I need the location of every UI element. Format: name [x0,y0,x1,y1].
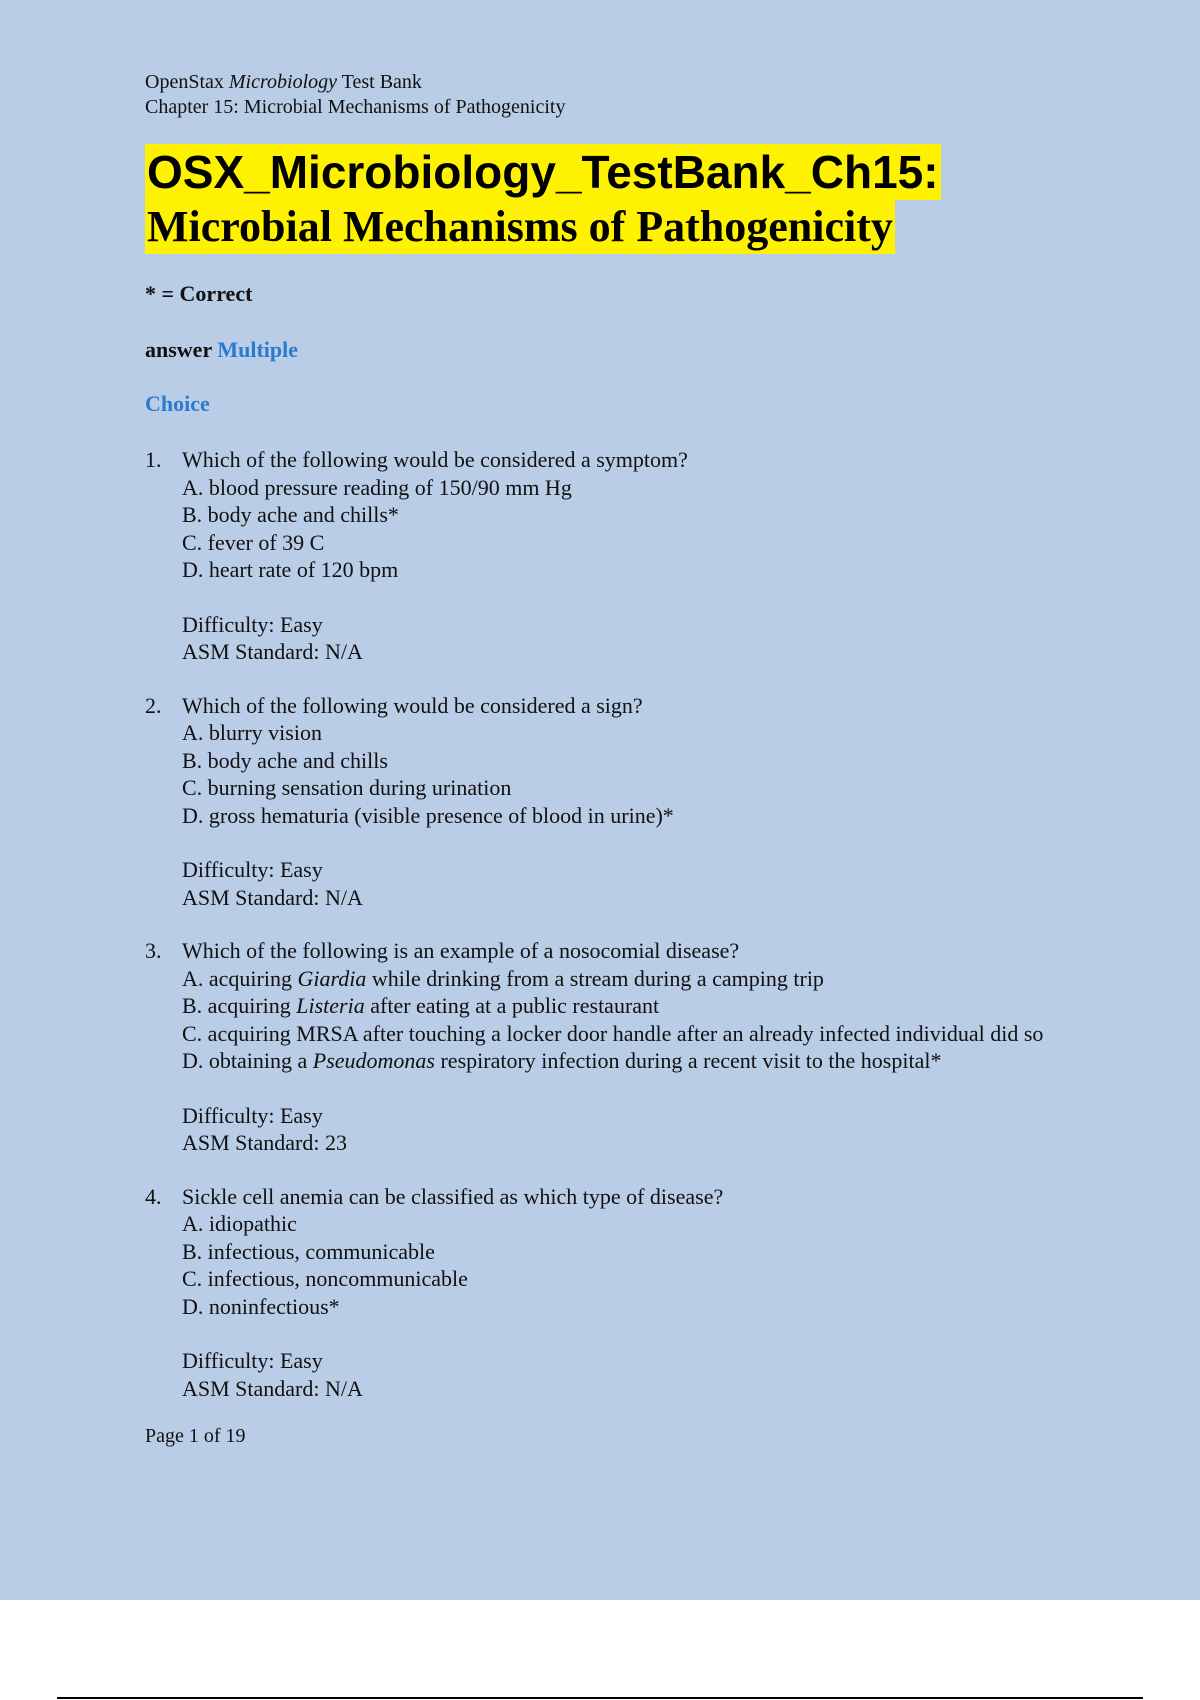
title-line2: Microbial Mechanisms of Pathogenicity [145,200,895,254]
question-number: 1. [145,447,162,472]
option-a: A. blood pressure reading of 150/90 mm Hg [182,474,572,500]
option-a: A. idiopathic [182,1211,297,1236]
option-a: A. blurry vision [182,720,322,745]
option-b: B. infectious, communicable [182,1238,435,1264]
option-d: D. gross hematuria (visible presence of blood in urine)* [182,802,674,828]
question-difficulty: Difficulty: Easy [182,611,323,637]
option-b-post: after eating at a public restaurant [364,993,660,1018]
option-b-organism: Listeria [296,993,365,1018]
option-b-pre: B. acquiring [182,993,297,1018]
question-4 [145,1183,1085,1403]
option-d-post: respiratory infection during a recent visit to the hospital* [434,1048,942,1073]
question-text: Which of the following is an example of a nosocomial disease? [182,938,740,963]
question-standard: ASM Standard: N/A [182,639,363,664]
question-1 [145,446,1085,666]
question-text: Which of the following would be considered a symptom? [182,447,688,472]
question-text: Sickle cell anemia can be classified as which type of disease? [182,1183,724,1209]
option-b: B. body ache and chills* [182,502,399,527]
option-c: C. infectious, noncommunicable [182,1266,468,1291]
running-header-line1 [145,70,1085,95]
document-title [145,144,941,254]
option-a-pre: A. acquiring [182,965,298,991]
header-italic-title: Microbiology [228,71,338,93]
option-d-pre: D. obtaining a [182,1048,313,1073]
header-prefix: OpenStax [145,71,229,93]
question-list [145,446,1085,1402]
option-c: C. fever of 39 C [182,529,325,555]
option-d: D. noninfectious* [182,1293,340,1319]
footer-divider [57,1697,1143,1699]
question-standard: ASM Standard: 23 [182,1130,347,1155]
question-3 [145,937,1085,1157]
question-number: 2. [145,692,162,718]
question-number: 4. [145,1183,162,1209]
page-number: Page 1 of 19 [145,1425,246,1447]
question-standard: ASM Standard: N/A [182,1375,363,1401]
header-suffix: Test Bank [337,71,422,93]
question-difficulty: Difficulty: Easy [182,857,323,882]
choice-link[interactable]: Choice [145,391,210,416]
option-b: B. body ache and chills [182,747,388,773]
page-content [145,70,1085,1449]
question-number: 3. [145,938,162,963]
option-a-organism: Giardia [297,965,367,991]
answer-line [145,336,1085,364]
question-standard: ASM Standard: N/A [182,884,363,910]
option-a-post: while drinking from a stream during a camping trip [366,965,824,991]
option-d-organism: Pseudomonas [312,1048,435,1073]
running-header-line2: Chapter 15: Microbial Mechanisms of Pathogenicity [145,96,566,118]
option-a [182,965,1085,993]
question-difficulty: Difficulty: Easy [182,1102,323,1128]
title-line1: OSX_Microbiology_TestBank_Ch15: [147,146,939,198]
answer-label: answer [145,337,212,362]
option-d [182,1047,1085,1075]
question-text: Which of the following would be considered a sign? [182,692,643,718]
question-difficulty: Difficulty: Easy [182,1348,323,1373]
multiple-link[interactable]: Multiple [217,337,298,362]
question-2 [145,692,1085,912]
option-d: D. heart rate of 120 bpm [182,557,399,582]
option-b [182,992,1085,1020]
option-c: C. burning sensation during urination [182,775,512,800]
answer-key-legend: * = Correct [145,281,253,306]
option-c: C. acquiring MRSA after touching a locker door handle after an already infected individual did so [182,1020,1044,1046]
